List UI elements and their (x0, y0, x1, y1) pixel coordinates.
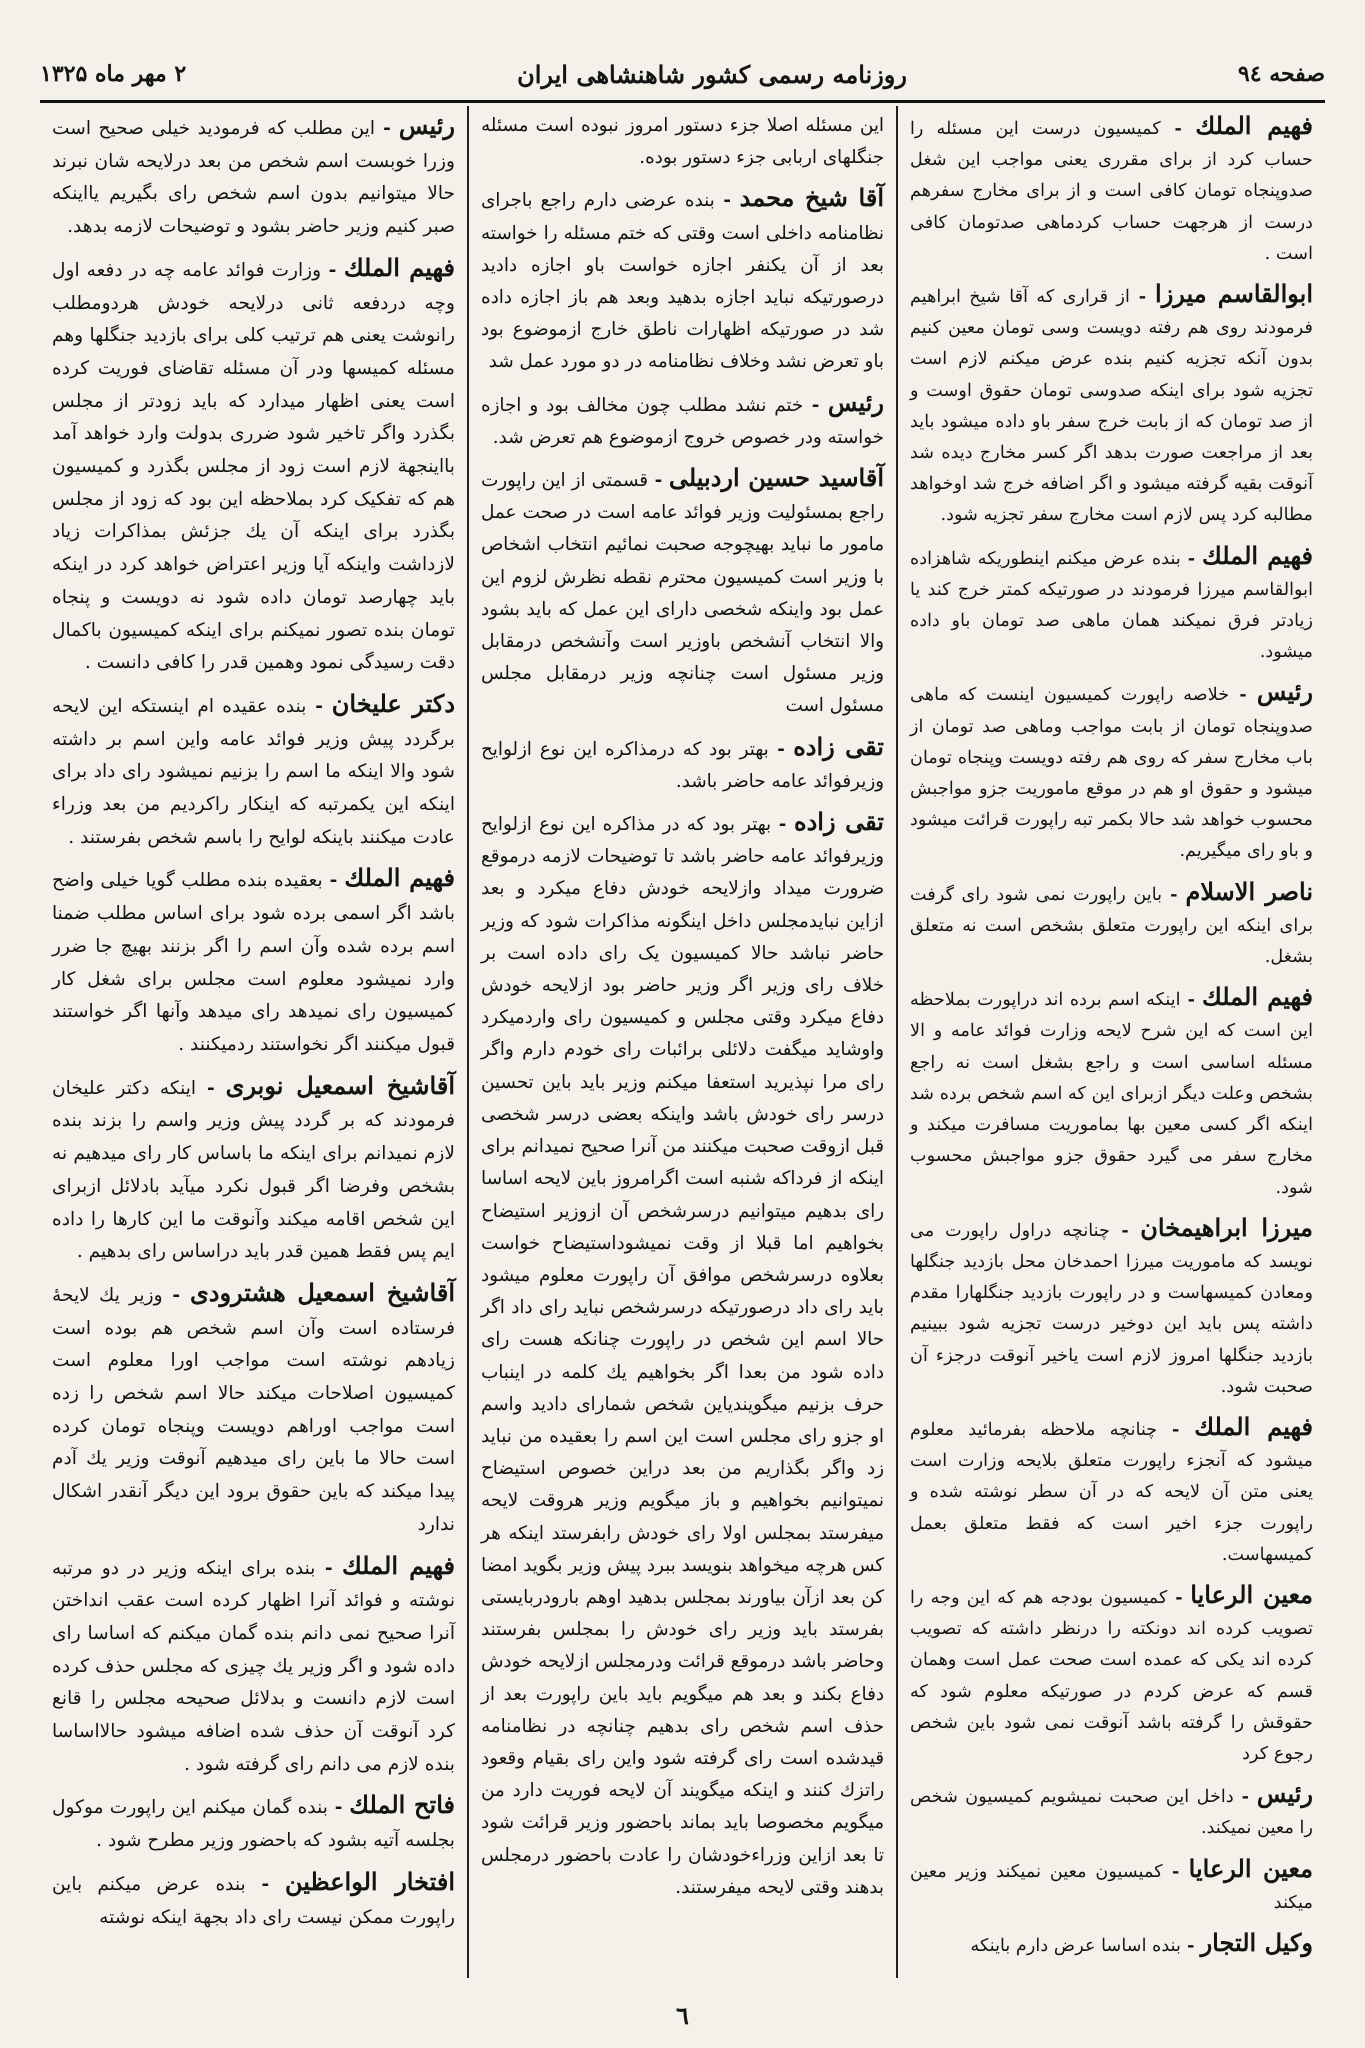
speech-text: بنده عرضی دارم راجع باجرای نظامنامه داخلی است وقتی که ختم مسئله را خواسته بعد از آن یکنفر اجازه خواست باو اجازه دادید درصورتیکه نباید اجازه بدهید وبعد هم باز اجازه داده شد در صورتیکه اظهارات ناطق خارج ازموضوع بود باو تعرض نشد وخلاف نظامنامه در دو مورد عمل شد (481, 190, 884, 373)
speaker-name: آقاشیخ اسمعیل هشترودی (189, 1277, 455, 1307)
speaker-dash: - (1160, 118, 1196, 139)
speaker-dash: - (1233, 1786, 1257, 1808)
speech-entry (481, 731, 884, 798)
speaker-name: معین الرعایا (1190, 1579, 1314, 1609)
speaker-name: رئیس (827, 387, 884, 417)
speech-entry (910, 540, 1313, 669)
speech-text: بنده عقیده ام اینستکه این لایحه برگردد پیش وزیر فوائد عامه واین اسم بر داشته شود والا اینکه ما اسم را بزنیم نمیشود رای داد برای اینکه این یکمرتبه که اینکار راکردیم من بعد وزراء عادت میکنند باینکه لوایح را باسم شخص بفرستند . (52, 695, 455, 848)
speaker-name: تقی زاده (794, 807, 884, 837)
speaker-dash: - (768, 738, 794, 760)
text-columns (40, 106, 1325, 1978)
speech-text: باین راپورت نمی شود رای گرفت برای اینکه این راپورت متعلق بشخص است نه متعلق بشغل. (910, 884, 1313, 968)
speech-text: بنده عرض میکنم اینطوریکه شاهزاده ابوالقاسم میرزا فرمودند در صورتیکه کمتر خرج کند یا زیادتر فرق نمیکند همان ماهی صد تومان باو داده میشود. (910, 548, 1313, 663)
speaker-name: میرزا ابراهیمخان (1140, 1212, 1313, 1242)
speaker-name: افتخار الواعظین (285, 1866, 455, 1896)
column-right (898, 106, 1325, 1978)
speaker-dash: - (1180, 989, 1202, 1011)
speech-entry (910, 1853, 1313, 1919)
speech-entry (910, 876, 1313, 974)
newspaper-title: روزنامه رسمی کشور شاهنشاهی ایران (517, 59, 907, 89)
speaker-dash: - (648, 470, 669, 492)
speech-entry (910, 981, 1313, 1203)
speech-entry (481, 110, 884, 174)
speaker-dash: - (322, 870, 345, 892)
speech-entry (52, 1070, 455, 1269)
speech-text: بنده برای اینکه وزیر در دو مرتبه نوشته و فوائد آنرا اظهار کرده است عقب انداختن آنرا صحیح نمی دانم بنده گمان میکنم که اساسا رای داده شود و اگر وزیر یك چیزی که مجلس حذف کرده است لازم دانست و بدلائل صحیحه مجلس را قانع کرد آنوقت آن حذف شده اضافه میشود حالااساسا بنده لازم می دانم رای گرفته شود . (52, 1557, 455, 1775)
speech-text: این مطلب که فرمودید خیلی صحیح است وزرا خوبست اسم شخص من بعد درلایحه شان نبرند حالا میتوانیم بدون اسم شخص رای بگیریم یااینکه صبر کنیم وزیر حاضر بشود و توضیحات لازمه بدهد. (52, 118, 455, 238)
page-header (40, 48, 1325, 100)
speech-text: بنده عرض میکنم باین راپورت ممکن نیست رای داد بجهة اینکه نوشته (52, 1873, 455, 1928)
header-rule (40, 100, 1325, 103)
speech-entry (52, 1277, 455, 1542)
speaker-name: فهیم الملك (341, 1550, 455, 1580)
speaker-name: ناصر الاسلام (1185, 876, 1313, 906)
column-middle (469, 106, 898, 1978)
footer-page-number: ٦ (676, 2001, 689, 2030)
speech-text: بنده اساسا عرض دارم باینکه (970, 1935, 1181, 1956)
speech-text: بعقیده بنده مطلب گویا خیلی واضح باشد اگر اسمی برده شود برای اساس مطلب ضمنا اسم برده شده وآن اسم را اگر بزنند بهیچ جا ضرر وارد نمیشود معلوم است مجلس برای شغل کار کمیسیون رای نمیدهد رای میدهد وآنها اگر خواستند قبول میکنند اگر نخواستند ردمیکنند . (52, 870, 455, 1055)
speaker-dash: - (196, 1077, 226, 1099)
speech-text: کمیسیون معین نمیکند وزیر معین میکند (910, 1861, 1313, 1913)
speech-entry (52, 862, 455, 1061)
speech-entry (910, 1778, 1313, 1844)
speaker-dash: - (1109, 1219, 1141, 1241)
speaker-dash: - (375, 118, 399, 139)
speech-entry (52, 688, 455, 855)
speech-text: کمیسیون درست این مسئله را حساب کرد از برای مقرری یعنی مواجب این شغل صدوپنجاه تومان کافی است و از برای مخارج سفرهم درست از هرجهت حساب کردماهی صدتومان کافی است . (910, 119, 1313, 264)
speech-entry (52, 110, 455, 244)
speaker-name: فهیم الملك (1202, 540, 1313, 570)
speech-entry (52, 1550, 455, 1782)
speaker-dash: - (1162, 883, 1186, 905)
speech-text: قسمتی از این راپورت راجع بمسئولیت وزیر فوائد عامه است در صحت عمل مامور ما نباید بهیچوجه صحبت نمائیم انتخاب اشخاص با وزیر است کمیسیون محترم نقطه نظرش لزوم این عمل بود واینکه شخصی دارای این عمل که باید بشود والا انتخاب آنشخص باوزیر است وآنشخص درمقابل وزیر مسئول است چنانچه وزیر درمقابل مجلس مسئول است (481, 470, 884, 717)
speech-entry (910, 1927, 1313, 1962)
speech-text: کمیسیون بودجه هم که این وجه را تصویب کرده اند دونکته را درنظر داشته که تصویب کرده اند یکی که عمده است صحت عمل است وهمان قسم که عرض کردم در صورتیکه معلوم شود که حقوقش را گرفته باشد آنوقت نمی شود باین شخص رجوع کرد (910, 1587, 1313, 1764)
speaker-name: وکیل التجار (1200, 1927, 1313, 1957)
speaker-name: فهیم الملك (1194, 1411, 1313, 1441)
speech-entry (910, 278, 1313, 532)
speaker-dash: - (321, 259, 344, 281)
speaker-name: آقا شیخ محمد (739, 183, 884, 213)
speech-entry (52, 1866, 455, 1934)
speech-entry (52, 1789, 455, 1857)
speaker-dash: - (1162, 1860, 1189, 1882)
speaker-dash: - (803, 394, 828, 416)
speaker-name: فهیم الملك (344, 863, 455, 893)
speech-entry (910, 1212, 1313, 1403)
speaker-name: رئیس (398, 111, 455, 140)
speaker-name: معین الرعایا (1188, 1853, 1313, 1883)
speaker-dash: - (327, 1797, 350, 1819)
speaker-name: رئیس (1256, 677, 1313, 707)
column-left (40, 106, 469, 1978)
page-label: صفحه ۹٤ (1237, 61, 1325, 87)
speaker-dash: - (714, 190, 740, 212)
speaker-dash: - (162, 1284, 190, 1306)
speaker-dash: - (1129, 286, 1156, 308)
speech-text: بهتر بود که در مذاکره این نوع ازلوایح وزیرفوائد عامه حاضر باشد تا توضیحات لازمه درموقع ضرورت میداد وازلایحه خودش دفاع میکرد و بعد ازاین نبایدمجلس داخل اینگونه مذاکرات شود که وزیر حاضر نباشد حالا کمیسیون یک رای داده است بر خلاف رای وزیر اگر وزیر حاضر بود ازلایحه خودش دفاع میکرد وقتی مجلس و کمیسیون رای واردمیکرد واوشاید میگفت دلائلی برائبات رای خودم دارم واگر رای مرا نپذیرید استعفا میکنم وزیر باید باین تحسین درسر رای خودش باشد واینکه بعضی درسر شخصی قبل ازوقت صحبت میکنند من آنرا صحیح نمیدانم برای اینکه از فرداکه شنبه است اگرامروز باین لایحه اساسا رای بدهیم میتوانیم درسرشخص آن ازوزیر استیضاح بخواهیم اما قبلا از وقت نمیشوداستیضاح خواست بعلاوه درسرشخص موافق آن راپورت معلوم میشود باید رای داد درصورتیکه درسرشخص نباید رای داد اگر حالا اسم این شخص در راپورت چنانکه هست رای داده شود من بعدا اگر بخواهیم یك کلمه در اینباب حرف بزنیم میگویندیاین شخص شمارای دادید واسم او جزو رای مجلس است این اسم را بعقیده من نباید زد واگر بگذاریم من بعد دراین خصوص استیضاح نمیتوانیم بخواهیم و باز میگویم وزیر هروقت لایحه میفرستد بمجلس اولا رای خودش رابفرستد اینکه هر کس هرچه میخواهد بنویسد ببرد پیش وزیر بگوید امضا کن بعد ازآن بیاورند بمجلس بدهید اوهم بارودربایستی بفرستد باید وزیر رای خودش را بمجلس بفرستند وحاضر باشد درموقع قرائت ودرمجلس ازلایحه خودش دفاع بکند و بعد هم میگویم باید باین راپورت بعد از حذف اسم شخص رای بدهیم چنانچه در نظامنامه قیدشده است رای گرفته شود واین رای بقیام وقعود راتزك کنند و اینکه میگویند آن لایحه فوریت دارد من میگویم مخصوصا باید بماند باحضور وزیر قرائت شود تا بعد ازاین وزراءخودشان را عادت باحضور درمجلس بدهند وقتی لایحه میفرستند. (481, 814, 884, 1898)
speaker-name: فهیم الملك (343, 252, 455, 282)
speech-text: خلاصه راپورت کمیسیون اینست که ماهی صدوپنجاه تومان از بابت مواجب وماهی صد تومان از باب مخارج سفر که روی هم رفته دویست وپنجاه تومان میشود و حقوق او هم در موقع ماموریت جزو مواجبش محسوب خواهد شد حالا بکمر تبه راپورت قرائت میشود و باو رای میگیریم. (910, 685, 1313, 862)
speech-text: داخل این صحبت نمیشویم کمیسیون شخص را معین نمیکند. (910, 1787, 1313, 1839)
speech-text: اینکه اسم برده اند دراپورت بملاحظه این است که این شرح لایحه وزارت فوائد عامه و الا مسئله اساسی است و راجع بشغل است نه راجع بشخص وعلت دیگر ازبرای این که اسم شخص برده شد اینکه اگر کسی معین بها بماموریت مسافرت میکند و مخارج سفر می گیرد حقوق جزو مواجبش محسوب شود. (910, 990, 1313, 1198)
speaker-name: فهیم الملك (1201, 982, 1313, 1012)
speech-text: این مسئله اصلا جزء دستور امروز نبوده است مسئله جنگلهای اربابی جزء دستور بوده. (481, 115, 884, 169)
speech-text: اینکه دکتر علیخان فرمودند که بر گردد پیش وزیر واسم را بزند بنده لازم نمیدانم برای اینکه ما باساس کار رای میدهیم نه بشخص وفرضا اگر قبول نکرد میآید بادلائل ازبرای این شخص اقامه میکند وآنوقت ما این کارها را داده ایم پس فقط همین قدر باید دراساس رای بدهیم . (52, 1077, 455, 1263)
speaker-dash: - (306, 695, 332, 717)
speech-entry (910, 676, 1313, 867)
speech-text: وزارت فوائد عامه چه در دفعه اول وچه دردفعه ثانی درلایحه خودش هردومطلب رانوشت یعنی هم ترتیب کلی برای بازدید جنگلها وهم مسئله کمیسها ودر آن مسئله تقاضای فوریت کرده است یعنی اظهار میدارد که باید زودتر از مجلس بگذرد واگر تاخیر شود ضرری بدولت وارد خواهد آمد بااینجهة لازم است زود از مجلس بگذرد و کمیسیون هم که تفکیک کرد بملاحظه این بود که زود از مجلس بگذرد برای اینکه آن یك جزئش بمذاکرات زیاد لازداشت واینکه آیا وزیر اعتراض خواهد کرد در اینکه باید چهارصد تومان داده شود نه دویست و پنجاه تومان بنده تصور نمیکنم برای اینکه کمیسیون باکمال دقت رسیدگی نمود وهمین قدر را کافی دانست . (52, 259, 455, 674)
speech-text: وزیر یك لایحهٔ فرستاده است وآن اسم شخص هم بوده است زیادهم نوشته است مواجب اورا معلوم است کمیسیون اصلاحات میکند حالا اسم شخص را زده است مواجب اوراهم دویست وپنجاه تومان کرده است حالا ما باین رای میدهیم آنوقت وزیر یك آدم پیدا میکند که باین حقوق برود این دیگر آنقدر اشکال ندارد (52, 1284, 455, 1535)
speech-text: از قراری که آقا شیخ ابراهیم فرمودند روی هم رفته دویست وسی تومان معین کنیم بدون آنکه تجزیه کنیم بنده عرض میکنم لازم است تجزیه شود برای اینکه صدوسی تومان حقوق اوست و از صد تومان که از بابت خرج سفر باو داده میشود باید بعد از مراجعت صورت بدهد اگر کسر مخارج دیده شد آنوقت بقیه گرفته میشود و اگر اضافه خرج شد اوخواهد مطالبه کرد پس لازم است مخارج سفر تجزیه شود. (910, 287, 1313, 526)
speech-text: بنده گمان میکنم این راپورت موکول بجلسه آتیه بشود که باحضور وزیر مطرح شود . (52, 1797, 455, 1852)
speech-text: چنانچه دراول راپورت می نویسد که ماموریت میرزا احمدخان محل بازدید جنگلها ومعادن کمیسهاست و در راپورت بازدید جنگلهارا مقدم داشته پس باید این دوخیر درست تجزیه شود ببینیم بازدید جنگلها امروز لازم است یاخیر آنوقت درجزء آن صحبت شود. (910, 1220, 1313, 1397)
speaker-dash: - (1229, 684, 1257, 706)
speech-text: چنانچه ملاحظه بفرمائید معلوم میشود که آنجزء راپورت متعلق بلایحه وزارت است یعنی متن آن لایحه که در آن سطر نوشته شده و راپورت جزء اخیر است که فقط متعلق بعمل کمیسهاست. (910, 1419, 1313, 1565)
speech-entry (910, 1579, 1313, 1770)
speech-text: بهتر بود که درمذاکره این نوع ازلوایح وزیرفوائد عامه حاضر باشد. (481, 738, 884, 792)
speaker-name: فاتح الملك (349, 1790, 455, 1820)
issue-date: ۲ مهر ماه ۱۳۲۵ (40, 61, 187, 87)
speech-entry (52, 252, 455, 680)
speech-entry (481, 182, 884, 378)
speech-entry (481, 462, 884, 723)
speaker-name: آقاشیخ اسمعیل نوبری (225, 1070, 455, 1100)
speaker-dash: - (315, 1557, 342, 1579)
speech-entry (910, 1411, 1313, 1571)
speaker-name: رئیس (1256, 1779, 1313, 1809)
speech-text: ختم نشد مطلب چون مخالف بود و اجازه خواسته ودر خصوص خروج ازموضوع هم تعرض شد. (481, 394, 884, 448)
speaker-dash: - (1180, 547, 1203, 569)
speech-entry (481, 806, 884, 1904)
speech-entry (481, 387, 884, 454)
speaker-dash: - (771, 814, 795, 836)
speaker-dash: - (245, 1873, 285, 1895)
speaker-name: فهیم الملك (1195, 111, 1313, 140)
speaker-dash: - (1157, 1418, 1195, 1440)
speaker-name: ابوالقاسم میرزا (1155, 279, 1313, 309)
speaker-name: دکتر علیخان (331, 688, 456, 718)
speech-entry (910, 110, 1313, 270)
speaker-dash: - (1180, 1934, 1201, 1956)
speaker-dash: - (1167, 1586, 1191, 1608)
speaker-name: تقی زاده (793, 731, 884, 761)
speaker-name: آقاسید حسین اردبیلی (668, 463, 885, 493)
